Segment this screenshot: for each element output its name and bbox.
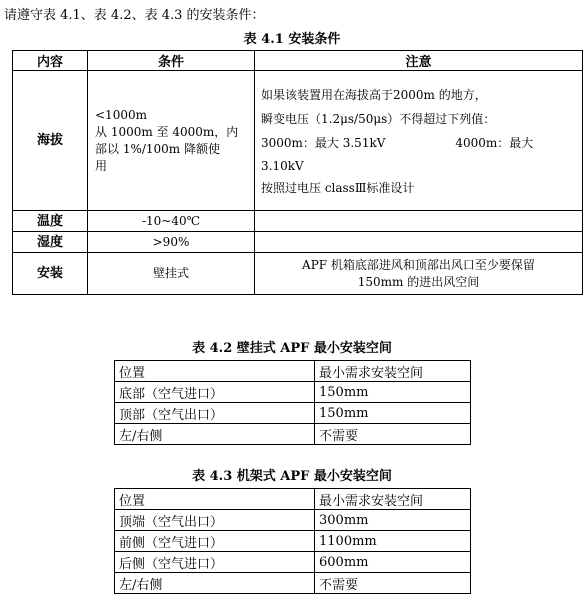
temperature-condition: -10~40℃ [88,211,255,232]
installation-conditions-table [12,50,583,295]
table-row [115,424,471,445]
header-position: 位置 [115,361,315,382]
install-note-line: APF 机箱底部进风和顶部出风口至少要保留 [302,257,535,272]
altitude-note [255,71,583,211]
table2-caption: 表 4.2 壁挂式 APF 最小安装空间 [192,341,392,356]
position-cell: 左/右侧 [115,573,315,594]
header-note: 注意 [255,51,583,71]
table-row [115,382,471,403]
table-row [115,552,471,573]
table-row [115,510,471,531]
table-header-row [115,489,471,510]
humidity-condition: >90% [88,232,255,253]
space-cell: 600mm [315,552,471,573]
header-min-space: 最小需求安装空间 [315,489,471,510]
header-condition: 条件 [88,51,255,71]
wall-mount-space-table [114,360,471,445]
altitude-note-line: 按照过电压 classⅢ标准设计 [261,180,415,195]
install-note-line: 150mm 的进出风空间 [357,274,480,289]
altitude-4000m-limit: 4000m：最大 [455,135,534,150]
table-row [115,403,471,424]
space-cell: 1100mm [315,531,471,552]
space-cell: 300mm [315,510,471,531]
altitude-condition-line: 用 [95,158,108,173]
header-position: 位置 [115,489,315,510]
table1-caption: 表 4.1 安装条件 [243,32,341,47]
altitude-note-line [261,131,576,155]
altitude-3000m-limit: 3000m：最大 3.51kV [261,135,386,150]
rack-mount-space-table [114,488,471,594]
temperature-label: 温度 [13,211,88,232]
position-cell: 顶端（空气出口） [115,510,315,531]
table-row [115,531,471,552]
install-label: 安装 [13,253,88,295]
position-cell: 底部（空气进口） [115,382,315,403]
table-row-humidity [13,232,583,253]
space-cell: 150mm [315,403,471,424]
install-note [255,253,583,295]
space-cell: 150mm [315,382,471,403]
table-row-temperature [13,211,583,232]
altitude-condition [88,71,255,211]
table-row-install [13,253,583,295]
position-cell: 后侧（空气进口） [115,552,315,573]
header-content: 内容 [13,51,88,71]
altitude-note-line: 3.10kV [261,158,304,173]
space-cell: 不需要 [315,424,471,445]
header-min-space: 最小需求安装空间 [315,361,471,382]
altitude-condition-line: 从 1000m 至 4000m，内 [95,124,239,139]
intro-text: 请遵守表 4.1、表 4.2、表 4.3 的安装条件： [4,8,265,23]
position-cell: 左/右侧 [115,424,315,445]
altitude-condition-line: 部以 1%/100m 降额使 [95,141,220,156]
table-header-row [115,361,471,382]
temperature-note [255,211,583,232]
position-cell: 前侧（空气进口） [115,531,315,552]
table-header-row [13,51,583,71]
altitude-note-line: 如果该装置用在海拔高于2000m 的地方， [261,87,487,102]
altitude-note-line: 瞬变电压（1.2μs/50μs）不得超过下列值： [261,111,496,126]
table-row [115,573,471,594]
altitude-condition-line: <1000m [95,107,147,122]
table3-caption: 表 4.3 机架式 APF 最小安装空间 [192,469,392,484]
position-cell: 顶部（空气出口） [115,403,315,424]
install-condition: 壁挂式 [88,253,255,295]
altitude-label: 海拔 [13,71,88,211]
table-row-altitude [13,71,583,211]
humidity-label: 湿度 [13,232,88,253]
humidity-note [255,232,583,253]
space-cell: 不需要 [315,573,471,594]
